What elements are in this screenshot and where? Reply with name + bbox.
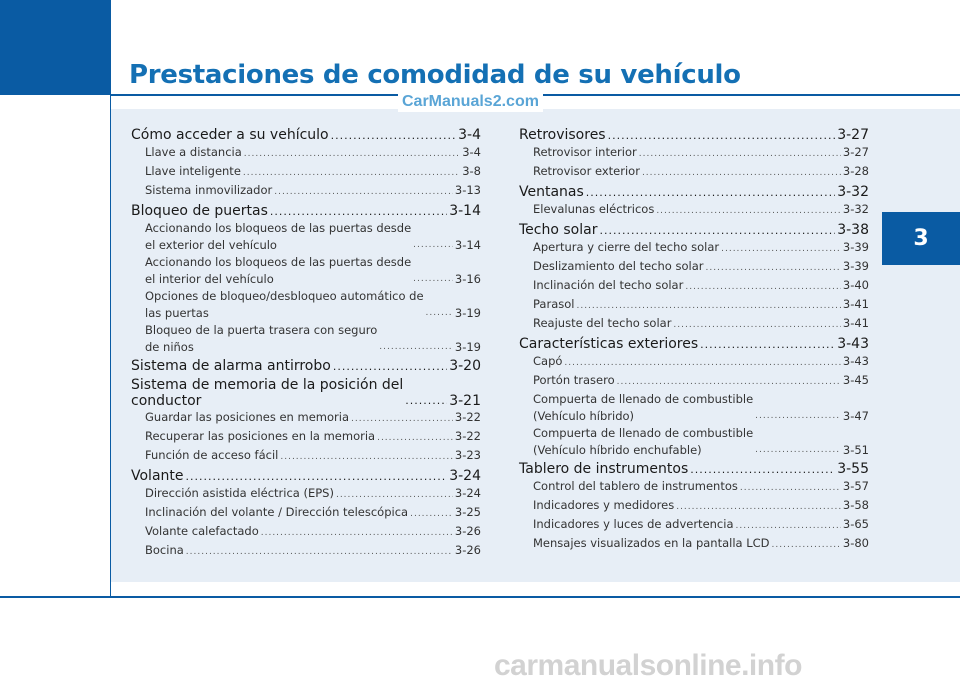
- toc-entry-label: Bocina: [145, 543, 184, 557]
- toc-entry-page: 3-47: [842, 409, 869, 423]
- toc-entry-label: Llave inteligente: [145, 164, 241, 178]
- corner-color-block: [0, 0, 110, 95]
- toc-entry-label: Sistema inmovilizador: [145, 183, 273, 197]
- toc-subsection-entry[interactable]: [519, 391, 869, 425]
- toc-entry-page: 3-39: [842, 240, 869, 254]
- toc-subsection-entry[interactable]: [131, 485, 481, 504]
- toc-entry-label: Sistema de alarma antirrobo: [131, 358, 331, 374]
- dot-leader: [413, 237, 453, 254]
- toc-subsection-entry[interactable]: [519, 277, 869, 296]
- toc-entry-label: Techo solar: [519, 222, 598, 238]
- toc-entry-page: 3-40: [842, 278, 869, 292]
- toc-entry-page: 3-25: [454, 505, 481, 519]
- toc-entry-label: Inclinación del techo solar: [533, 278, 684, 292]
- toc-entry-page: 3-19: [454, 340, 481, 354]
- dot-leader: [244, 146, 460, 163]
- toc-chapter-entry[interactable]: [519, 184, 869, 201]
- toc-entry-label: Indicadores y medidores: [533, 498, 675, 512]
- toc-entry-page: 3-55: [837, 461, 869, 477]
- dot-leader: [772, 537, 841, 554]
- toc-entry-page: 3-26: [454, 524, 481, 538]
- toc-entry-label: Retrovisor interior: [533, 145, 637, 159]
- toc-entry-label: Capó: [533, 354, 563, 368]
- page-title: Prestaciones de comodidad de su vehículo: [129, 60, 741, 90]
- toc-entry-label: Características exteriores: [519, 336, 699, 352]
- dot-leader: [599, 223, 835, 239]
- toc-entry-label: Indicadores y luces de advertencia: [533, 517, 734, 531]
- dot-leader: [564, 355, 840, 372]
- toc-entry-page: 3-58: [842, 498, 869, 512]
- toc-entry-page: 3-45: [842, 373, 869, 387]
- toc-subsection-entry[interactable]: [131, 220, 481, 254]
- toc-subsection-entry[interactable]: [519, 258, 869, 277]
- toc-entry-page: 3-4: [462, 145, 481, 159]
- dot-leader: [274, 184, 453, 201]
- toc-subsection-entry[interactable]: [519, 144, 869, 163]
- toc-entry-label: Portón trasero: [533, 373, 615, 387]
- toc-subsection-entry[interactable]: [519, 163, 869, 182]
- toc-entry-page: 3-80: [842, 536, 869, 550]
- toc-entry-label: Reajuste del techo solar: [533, 316, 672, 330]
- toc-entry-page: 3-23: [454, 448, 481, 462]
- toc-entry-page: 3-65: [842, 517, 869, 531]
- toc-entry-page: 3-21: [449, 393, 481, 409]
- toc-subsection-entry[interactable]: [519, 315, 869, 334]
- toc-entry-label: Bloqueo de puertas: [131, 203, 268, 219]
- dot-leader: [705, 260, 840, 277]
- dot-leader: [617, 374, 841, 391]
- watermark-top: CarManuals2.com: [398, 92, 543, 112]
- toc-subsection-entry[interactable]: [519, 425, 869, 459]
- toc-subsection-entry[interactable]: [519, 201, 869, 220]
- toc-entry-label: Accionando los bloqueos de las puertas desde el interior del vehículo: [145, 255, 412, 286]
- toc-entry-label: Volante calefactado: [145, 524, 259, 538]
- dot-leader: [755, 408, 841, 425]
- dot-leader: [377, 430, 453, 447]
- toc-entry-label: Bloqueo de la puerta trasera con seguro de niños: [145, 323, 378, 354]
- toc-subsection-entry[interactable]: [131, 288, 481, 322]
- dot-leader: [642, 165, 841, 182]
- dot-leader: [426, 305, 453, 322]
- toc-entry-label: Sistema de memoria de la posición del conductor: [131, 377, 404, 409]
- toc-entry-page: 3-22: [454, 410, 481, 424]
- dot-leader: [333, 359, 447, 375]
- toc-entry-page: 3-16: [454, 272, 481, 286]
- toc-entry-page: 3-19: [454, 306, 481, 320]
- dot-leader: [690, 462, 835, 478]
- toc-subsection-entry[interactable]: [131, 447, 481, 466]
- toc-subsection-entry[interactable]: [131, 182, 481, 201]
- dot-leader: [608, 128, 836, 144]
- dot-leader: [740, 480, 841, 497]
- dot-leader: [721, 241, 841, 258]
- toc-column-right: [519, 125, 869, 554]
- toc-entry-page: 3-20: [449, 358, 481, 374]
- toc-subsection-entry[interactable]: [131, 523, 481, 542]
- toc-entry-label: Inclinación del volante / Dirección telescópica: [145, 505, 409, 519]
- toc-entry-page: 3-22: [454, 429, 481, 443]
- toc-subsection-entry[interactable]: [131, 144, 481, 163]
- toc-entry-label: Ventanas: [519, 184, 584, 200]
- bottom-rule: [0, 596, 960, 598]
- toc-entry-label: Parasol: [533, 297, 575, 311]
- toc-chapter-entry[interactable]: [131, 468, 481, 485]
- toc-entry-label: Volante: [131, 468, 184, 484]
- dot-leader: [243, 165, 460, 182]
- toc-entry-label: Cómo acceder a su vehículo: [131, 127, 329, 143]
- toc-chapter-entry[interactable]: [519, 336, 869, 353]
- toc-chapter-entry[interactable]: [519, 127, 869, 144]
- toc-entry-label: Mensajes visualizados en la pantalla LCD: [533, 536, 770, 550]
- toc-entry-page: 3-14: [449, 203, 481, 219]
- toc-entry-page: 3-51: [842, 443, 869, 457]
- toc-chapter-entry[interactable]: [519, 461, 869, 478]
- toc-subsection-entry[interactable]: [131, 163, 481, 182]
- dot-leader: [379, 339, 453, 356]
- toc-entry-label: Recuperar las posiciones en la memoria: [145, 429, 376, 443]
- toc-entry-page: 3-14: [454, 238, 481, 252]
- toc-entry-label: Elevalunas eléctricos: [533, 202, 655, 216]
- toc-entry-label: Compuerta de llenado de combustible (Vehículo híbrido): [533, 392, 754, 423]
- toc-entry-page: 3-28: [842, 164, 869, 178]
- toc-subsection-entry[interactable]: [131, 542, 481, 561]
- toc-entry-page: 3-26: [454, 543, 481, 557]
- dot-leader: [413, 271, 453, 288]
- toc-entry-label: Control del tablero de instrumentos: [533, 479, 738, 493]
- toc-entry-page: 3-43: [837, 336, 869, 352]
- toc-subsection-entry[interactable]: [519, 296, 869, 315]
- toc-chapter-entry[interactable]: [131, 358, 481, 375]
- dot-leader: [576, 298, 840, 315]
- toc-subsection-entry[interactable]: [131, 254, 481, 288]
- dot-leader: [280, 449, 453, 466]
- toc-subsection-entry[interactable]: [519, 353, 869, 372]
- toc-chapter-entry[interactable]: [131, 377, 481, 409]
- chapter-tab[interactable]: 3: [882, 212, 960, 265]
- dot-leader: [186, 544, 453, 561]
- toc-entry-label: Guardar las posiciones en memoria: [145, 410, 349, 424]
- toc-subsection-entry[interactable]: [519, 535, 869, 554]
- toc-entry-page: 3-39: [842, 259, 869, 273]
- dot-leader: [331, 128, 457, 144]
- dot-leader: [270, 204, 447, 220]
- dot-leader: [685, 279, 841, 296]
- toc-subsection-entry[interactable]: [519, 497, 869, 516]
- dot-leader: [405, 393, 447, 409]
- toc-entry-page: 3-24: [449, 468, 481, 484]
- toc-subsection-entry[interactable]: [519, 516, 869, 535]
- toc-entry-page: 3-43: [842, 354, 869, 368]
- toc-entry-label: Apertura y cierre del techo solar: [533, 240, 720, 254]
- dot-leader: [700, 337, 835, 353]
- toc-entry-label: Retrovisor exterior: [533, 164, 640, 178]
- toc-entry-label: Retrovisores: [519, 127, 606, 143]
- left-margin-line: [110, 0, 111, 596]
- dot-leader: [755, 442, 841, 459]
- toc-entry-page: 3-27: [842, 145, 869, 159]
- dot-leader: [351, 411, 453, 428]
- toc-chapter-entry[interactable]: [131, 127, 481, 144]
- dot-leader: [639, 146, 841, 163]
- toc-entry-page: 3-41: [842, 316, 869, 330]
- toc-subsection-entry[interactable]: [519, 239, 869, 258]
- toc-entry-label: Función de acceso fácil: [145, 448, 279, 462]
- toc-entry-page: 3-38: [837, 222, 869, 238]
- toc-entry-page: 3-4: [458, 127, 481, 143]
- toc-column-left: [131, 125, 481, 561]
- toc-entry-label: Compuerta de llenado de combustible (Vehículo híbrido enchufable): [533, 426, 754, 457]
- watermark-bottom: carmanualsonline.info: [494, 649, 802, 682]
- toc-subsection-entry[interactable]: [131, 504, 481, 523]
- toc-chapter-entry[interactable]: [519, 222, 869, 239]
- dot-leader: [410, 506, 453, 523]
- toc-entry-label: Tablero de instrumentos: [519, 461, 689, 477]
- toc-entry-label: Llave a distancia: [145, 145, 242, 159]
- toc-chapter-entry[interactable]: [131, 203, 481, 220]
- toc-entry-page: 3-8: [462, 164, 481, 178]
- toc-entry-label: Dirección asistida eléctrica (EPS): [145, 486, 334, 500]
- toc-entry-page: 3-32: [842, 202, 869, 216]
- toc-entry-page: 3-57: [842, 479, 869, 493]
- dot-leader: [676, 499, 841, 516]
- dot-leader: [261, 525, 453, 542]
- toc-subsection-entry[interactable]: [131, 428, 481, 447]
- toc-entry-label: Opciones de bloqueo/desbloqueo automático de las puertas: [145, 289, 424, 320]
- toc-entry-label: Deslizamiento del techo solar: [533, 259, 704, 273]
- dot-leader: [673, 317, 840, 334]
- toc-entry-page: 3-13: [454, 183, 481, 197]
- toc-entry-page: 3-24: [454, 486, 481, 500]
- dot-leader: [586, 185, 835, 201]
- toc-entry-label: Accionando los bloqueos de las puertas desde el exterior del vehículo: [145, 221, 412, 252]
- dot-leader: [656, 203, 841, 220]
- toc-entry-page: 3-32: [837, 184, 869, 200]
- toc-entry-page: 3-27: [837, 127, 869, 143]
- toc-entry-page: 3-41: [842, 297, 869, 311]
- dot-leader: [736, 518, 841, 535]
- dot-leader: [186, 469, 448, 485]
- toc-subsection-entry[interactable]: [519, 372, 869, 391]
- toc-subsection-entry[interactable]: [131, 322, 481, 356]
- toc-subsection-entry[interactable]: [519, 478, 869, 497]
- toc-subsection-entry[interactable]: [131, 409, 481, 428]
- dot-leader: [336, 487, 453, 504]
